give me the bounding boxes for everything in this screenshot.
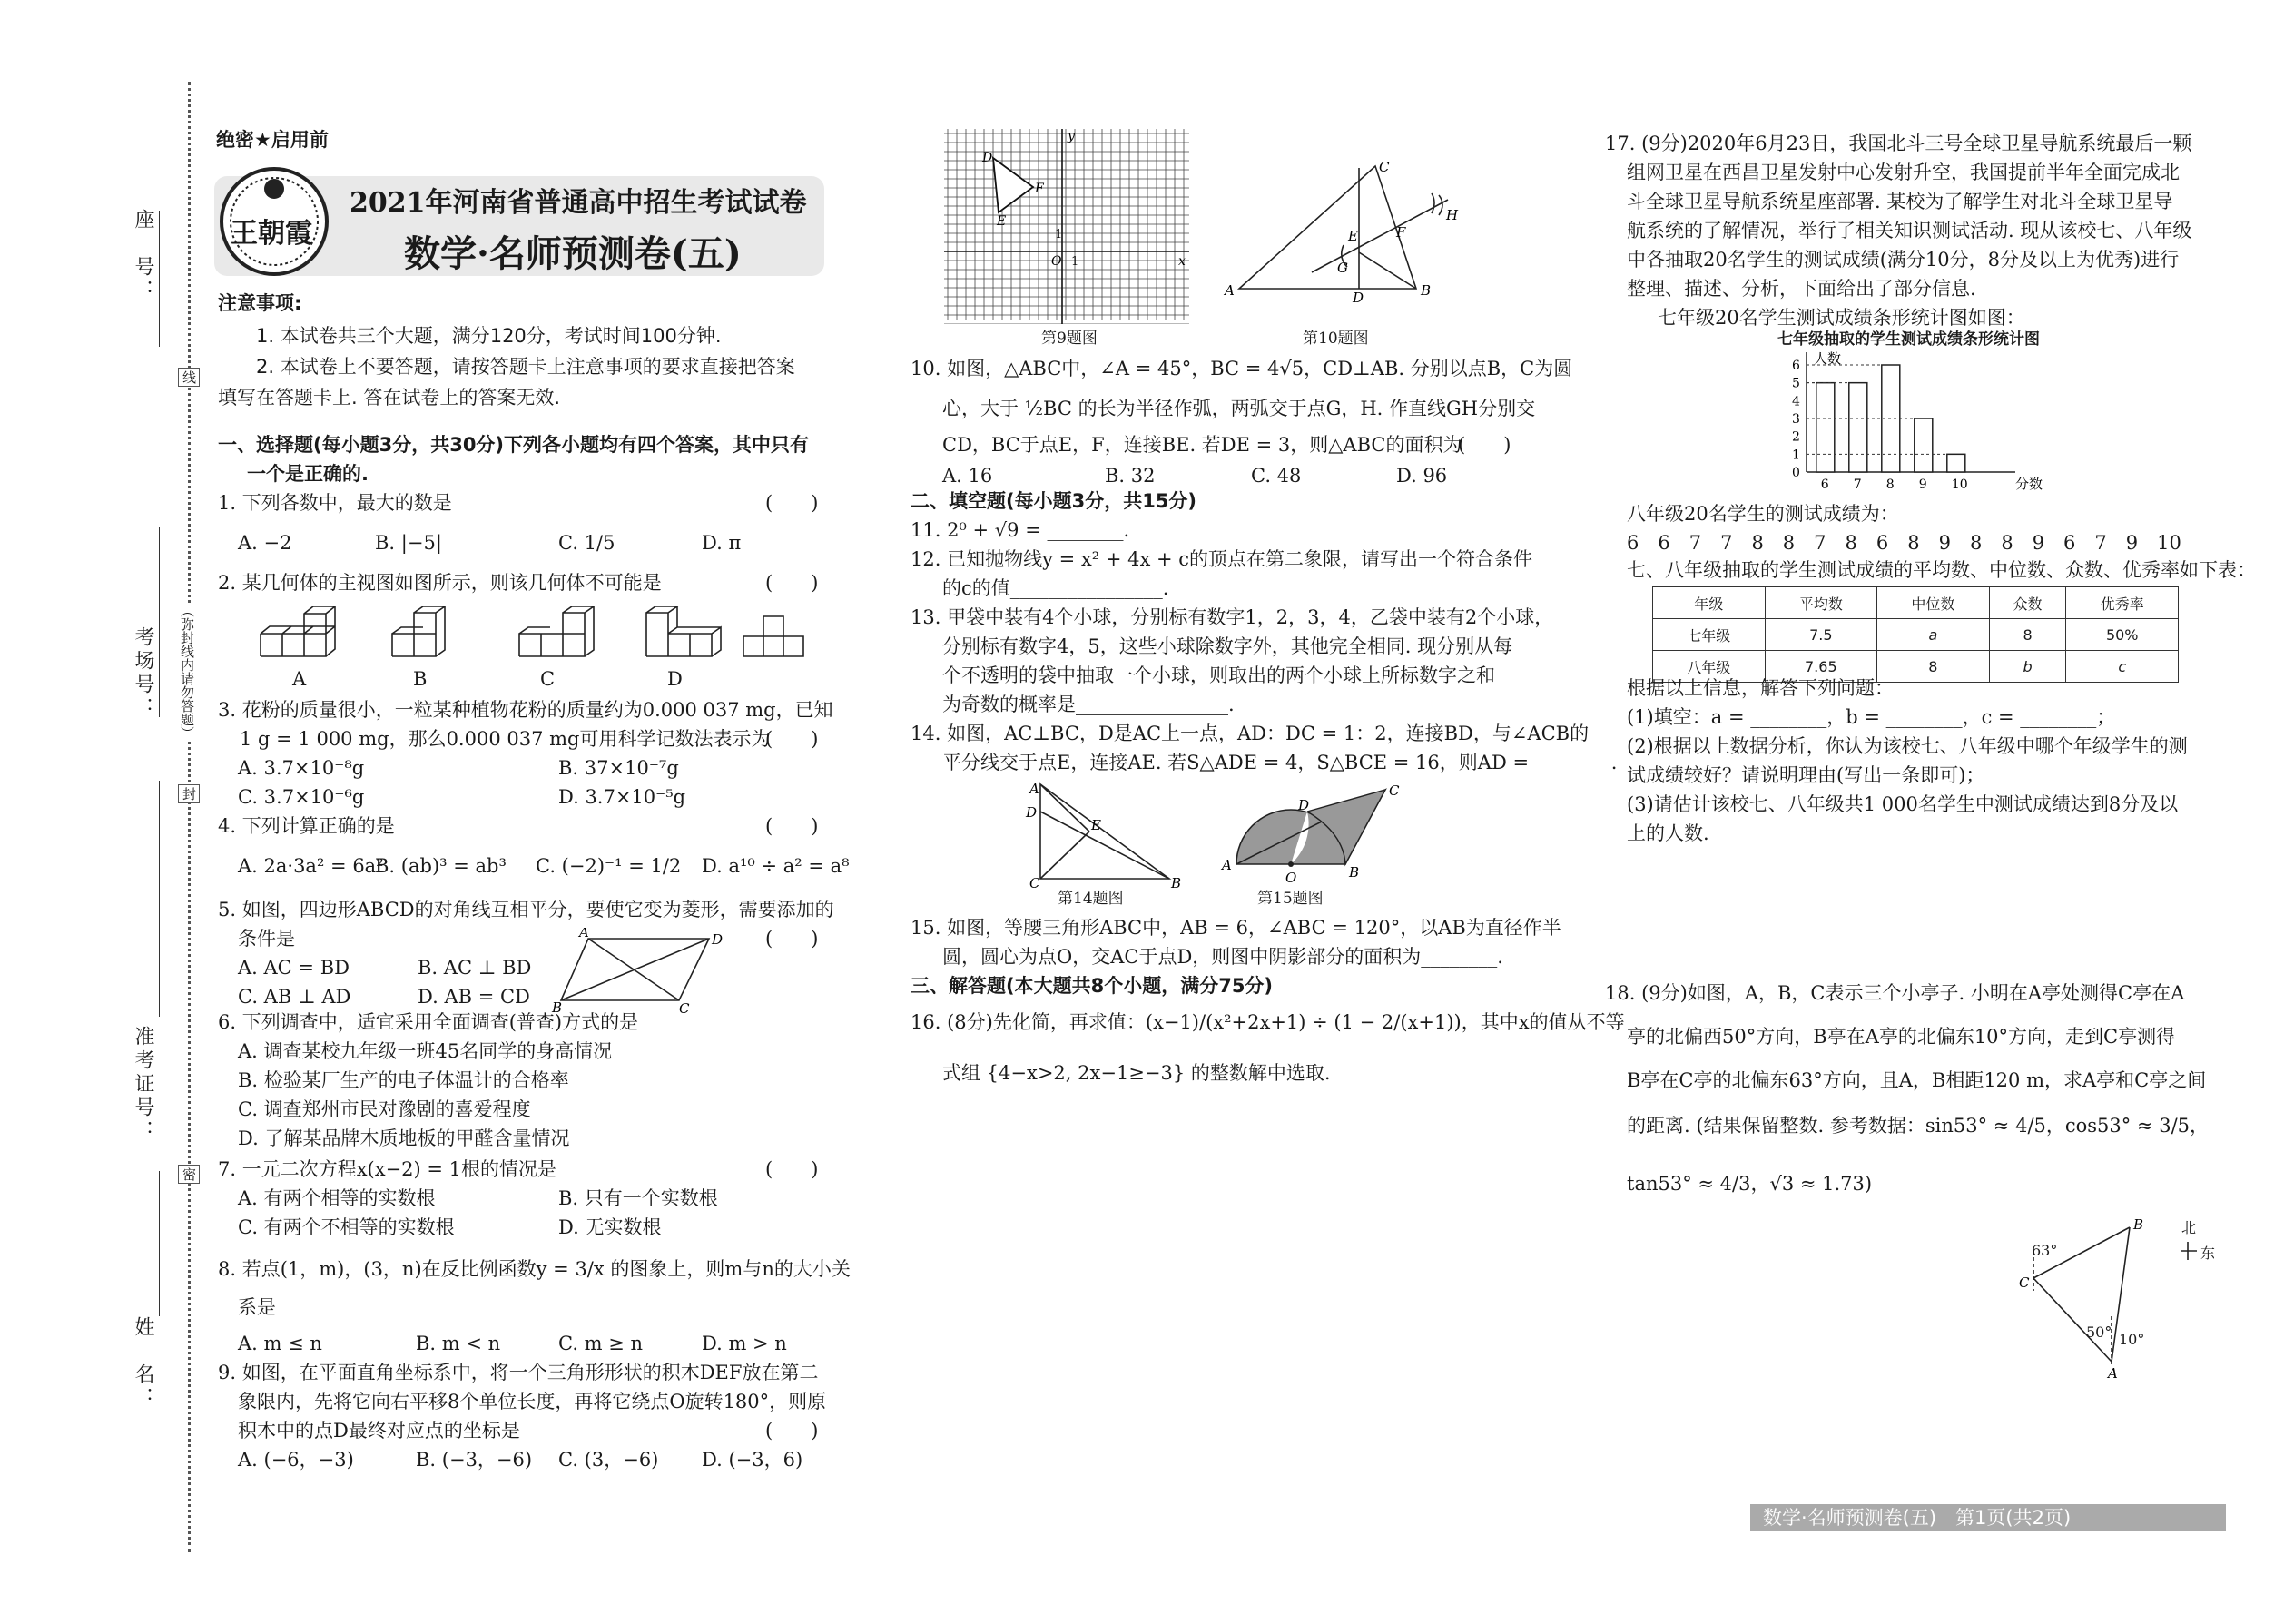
room-label: 考场号： (132, 626, 154, 721)
q1-stem: 1. 下列各数中，最大的数是 (218, 492, 452, 514)
q17-text-3: 斗全球卫星导航系统星座部署. 某校为了解学生对北斗全球卫星导 (1627, 191, 2173, 212)
east-label: 东 (2200, 1245, 2216, 1262)
svg-text:B: B (1421, 282, 1432, 299)
q7-option-a: A. 有两个相等的实数根 (238, 1187, 436, 1209)
q5-parallelogram-figure (550, 928, 723, 1013)
svg-text:1: 1 (1071, 255, 1079, 269)
y-tick-label: 3 (1792, 412, 1800, 427)
y-tick-label: 6 (1792, 359, 1800, 373)
q9-stem-1: 9. 如图，在平面直角坐标系中，将一个三角形形状的积木DEF放在第二 (218, 1362, 819, 1383)
table-header: 众数 (1989, 587, 2066, 619)
q6-option-d: D. 了解某品牌木质地板的甲醛含量情况 (238, 1127, 570, 1149)
q8-option-a: A. m ≤ n (238, 1333, 322, 1354)
grade8-scores: 6 6 7 7 8 8 7 8 6 8 9 8 8 9 6 7 9 10 (1627, 532, 2181, 554)
q12-stem-1: 12. 已知抛物线y = x² + 4x + c的顶点在第二象限，请写出一个符合条件 (911, 548, 1532, 570)
q8-option-d: D. m > n (702, 1333, 787, 1354)
q5-answer-bracket[interactable]: ( ) (765, 928, 819, 950)
bar (1849, 383, 1867, 472)
q14-stem-1: 14. 如图，AC⊥BC，D是AC上一点，AD：DC = 1：2，连接BD，与∠ACB的 (911, 723, 1590, 744)
q18-text-1: 18. (9分)如图，A，B，C表示三个小亭子. 小明在A亭处测得C亭在A (1605, 982, 2185, 1004)
table-header-row (1653, 587, 2179, 619)
q8-stem-2: 系是 (238, 1296, 276, 1318)
q9-stem-2: 象限内，先将它向右平移8个单位长度，再将它绕点O旋转180°，则原 (238, 1391, 827, 1412)
q1-option-a: A. −2 (238, 532, 292, 554)
svg-text:C: C (1389, 782, 1400, 799)
q2-label-c: C (540, 668, 556, 690)
svg-text:B: B (552, 999, 563, 1013)
ticket-label: 准考证号： (132, 1026, 154, 1144)
angle-63-label: 63° (2032, 1242, 2058, 1259)
q2-answer-bracket[interactable]: ( ) (765, 572, 819, 594)
notes-item-2: 2. 本试卷上不要答题，请按答题卡上注意事项的要求直接把答案 (256, 356, 795, 378)
line-mark-mid: 封 (178, 784, 200, 803)
q2-label-a: A (292, 668, 307, 690)
angle-10-label: 10° (2119, 1331, 2145, 1348)
q9-option-c: C. (3，−6) (558, 1449, 659, 1471)
fig15-figure (1216, 779, 1407, 888)
q17-text-1: 17. (9分)2020年6月23日，我国北斗三号全球卫星导航系统最后一颗 (1605, 133, 2192, 154)
line-mark-top: 线 (178, 368, 200, 387)
table-cell: 7.65 (1765, 651, 1877, 683)
table-header: 优秀率 (2066, 587, 2179, 619)
q18-text-2: 亭的北偏西50°方向，B亭在A亭的北偏东10°方向，走到C亭测得 (1627, 1026, 2176, 1048)
angle-50-label: 50° (2086, 1324, 2112, 1341)
svg-text:G: G (1337, 260, 1348, 276)
q7-option-c: C. 有两个不相等的实数根 (238, 1216, 455, 1238)
bar (1947, 454, 1965, 472)
q3-option-b: B. 37×10⁻⁷g (558, 757, 679, 779)
q8-option-b: B. m < n (416, 1333, 501, 1354)
table-cell: 7.5 (1765, 619, 1877, 651)
seat-field[interactable] (159, 211, 160, 347)
y-axis-label: 人数 (1814, 350, 1842, 367)
fig10-caption: 第10题图 (1303, 330, 1369, 348)
fig9-caption: 第9题图 (1041, 330, 1098, 348)
q17-text-10: 七、八年级抽取的学生测试成绩的平均数、中位数、众数、优秀率如下表： (1627, 559, 2256, 581)
q9-option-a: A. (−6，−3) (238, 1449, 354, 1471)
svg-text:C: C (2019, 1275, 2030, 1291)
svg-text:A: A (1222, 857, 1232, 873)
q7-stem: 7. 一元二次方程x(x−2) = 1根的情况是 (218, 1158, 557, 1180)
q9-option-d: D. (−3，6) (702, 1449, 803, 1471)
q1-option-c: C. 1/5 (558, 532, 615, 554)
room-field[interactable] (159, 527, 160, 717)
svg-text:A: A (1225, 282, 1235, 299)
q17-part-3b: 上的人数. (1627, 822, 1709, 844)
section-1-title: 一、选择题(每小题3分，共30分)下列各小题均有四个答案，其中只有 (218, 434, 810, 456)
q4-option-b: B. (ab)³ = ab³ (375, 855, 507, 877)
table-cell: 8 (1877, 651, 1990, 683)
q6-option-a: A. 调查某校九年级一班45名同学的身高情况 (238, 1040, 613, 1062)
chart-title: 七年级抽取的学生测试成绩条形统计图 (1777, 330, 2040, 349)
q8-option-c: C. m ≥ n (558, 1333, 644, 1354)
q1-answer-bracket[interactable]: ( ) (765, 492, 819, 514)
bar (1816, 383, 1835, 472)
svg-text:A: A (579, 928, 589, 940)
svg-text:C: C (1029, 875, 1040, 888)
q7-answer-bracket[interactable]: ( ) (765, 1158, 819, 1180)
svg-text:1: 1 (1055, 228, 1063, 241)
notes-item-3: 填写在答题卡上. 答在试卷上的答案无效. (218, 387, 561, 408)
q5-option-c: C. AB ⊥ AD (238, 986, 351, 1008)
binding-dotted-line (188, 82, 191, 1552)
svg-text:F: F (1396, 224, 1406, 241)
svg-text:y: y (1068, 129, 1075, 143)
svg-text:B: B (1349, 864, 1360, 881)
q1-option-b: B. |−5| (375, 532, 442, 554)
q4-option-c: C. (−2)⁻¹ = 1/2 (536, 855, 682, 877)
q10-stem-3: CD，BC于点E，F，连接BE. 若DE = 3，则△ABC的面积为 (942, 434, 1462, 456)
q16-stem-2: 式组 {4−x>2, 2x−1≥−3} 的整数解中选取. (942, 1062, 1331, 1084)
svg-text:C: C (679, 1000, 690, 1013)
q18-text-4: 的距离. (结果保留整数. 参考数据：sin53° ≈ 4/5，cos53° ≈ 3/5， (1627, 1115, 2210, 1137)
notes-item-1: 1. 本试卷共三个大题，满分120分，考试时间100分钟. (256, 325, 722, 347)
q10-answer-bracket[interactable]: ( ) (1458, 434, 1511, 456)
bar (1915, 418, 1933, 472)
q2-label-b: B (413, 668, 428, 690)
svg-text:D: D (1353, 290, 1364, 304)
table-cell: 七年级 (1653, 619, 1766, 651)
q14-stem-2: 平分线交于点E，连接AE. 若S△ADE = 4，S△BCE = 16，则AD = ________. (942, 752, 1618, 773)
x-tick-label: 7 (1853, 477, 1862, 492)
svg-text:D: D (1026, 804, 1038, 821)
q5-stem-2: 条件是 (238, 928, 295, 950)
q11-stem: 11. 2⁰ + √9 = ________. (911, 519, 1130, 541)
q3-option-a: A. 3.7×10⁻⁸g (238, 757, 365, 779)
q1-option-d: D. π (702, 532, 742, 554)
q6-option-c: C. 调查郑州市民对豫剧的喜爱程度 (238, 1098, 531, 1120)
q4-stem: 4. 下列计算正确的是 (218, 815, 395, 837)
svg-text:D: D (1298, 797, 1310, 813)
y-tick-label: 4 (1792, 394, 1800, 409)
q10-option-d: D. 96 (1396, 465, 1448, 487)
q9-answer-bracket[interactable]: ( ) (765, 1420, 819, 1442)
q17-text-7: 七年级20名学生测试成绩条形统计图如图： (1658, 307, 2025, 329)
q2-label-d: D (667, 668, 683, 690)
q13-stem-2: 分别标有数字4，5，这些小球除数字外，其他完全相同. 现分别从每 (942, 635, 1513, 657)
exam-title: 2021年河南省普通高中招生考试试卷 (350, 187, 807, 219)
q9-stem-3: 积木中的点D最终对应点的坐标是 (238, 1420, 520, 1442)
ticket-field[interactable] (159, 781, 160, 1017)
svg-text:A: A (2108, 1365, 2118, 1380)
table-cell: 八年级 (1653, 651, 1766, 683)
q5-option-a: A. AC = BD (238, 957, 350, 979)
table-cell: b (1989, 651, 2066, 683)
q6-stem: 6. 下列调查中，适宜采用全面调查(普查)方式的是 (218, 1011, 639, 1033)
table-cell: a (1877, 619, 1990, 651)
q8-stem-1: 8. 若点(1，m)，(3，n)在反比例函数y = 3/x 的图象上，则m与n的大小关 (218, 1258, 851, 1280)
q6-option-b: B. 检验某厂生产的电子体温计的合格率 (238, 1069, 569, 1091)
x-tick-label: 6 (1820, 477, 1829, 492)
q10-option-b: B. 32 (1105, 465, 1156, 487)
section-1-subtitle: 一个是正确的. (247, 463, 369, 485)
svg-text:E: E (1091, 817, 1101, 833)
fig15-caption: 第15题图 (1257, 890, 1324, 908)
q15-stem-1: 15. 如图，等腰三角形ABC中，AB = 6，∠ABC = 120°，以AB为直径作半 (911, 917, 1561, 939)
q5-option-b: B. AC ⊥ BD (418, 957, 532, 979)
q17-part-2a: (2)根据以上数据分析，你认为该校七、八年级中哪个年级学生的测 (1627, 735, 2188, 757)
q17-part-1: (1)填空：a = ________，b = ________，c = ________； (1627, 706, 2116, 728)
svg-text:H: H (1446, 207, 1459, 223)
table-row (1653, 619, 2179, 651)
fig14-caption: 第14题图 (1058, 890, 1124, 908)
svg-text:O: O (1051, 254, 1062, 269)
table-cell: 8 (1989, 619, 2066, 651)
fig10-triangle-figure (1221, 159, 1471, 304)
name-label: 姓 名： (132, 1316, 154, 1411)
svg-text:E: E (997, 214, 1007, 229)
fig18-pavilion-figure (2006, 1216, 2215, 1380)
q17-text-5: 中各抽取20名学生的测试成绩(满分10分，8分及以上为优秀)进行 (1627, 249, 2180, 271)
svg-text:F: F (1035, 182, 1044, 196)
q7-option-b: B. 只有一个实数根 (558, 1187, 718, 1209)
svg-text:B: B (1171, 875, 1182, 888)
q17-text-6: 整理、描述、分析，下面给出了部分信息. (1627, 278, 1976, 300)
table-header: 中位数 (1877, 587, 1990, 619)
svg-text:C: C (1379, 159, 1390, 175)
svg-text:D: D (712, 931, 723, 948)
q13-stem-1: 13. 甲袋中装有4个小球，分别标有数字1，2，3，4，乙袋中装有2个小球， (911, 606, 1554, 628)
page-footer: 数学·名师预测卷(五) 第1页(共2页) (1750, 1504, 2226, 1531)
q12-stem-2: 的c的值________________. (942, 577, 1169, 599)
svg-text:O: O (1285, 870, 1297, 886)
q3-stem-1: 3. 花粉的质量很小，一粒某种植物花粉的质量约为0.000 037 mg，已知 (218, 699, 833, 721)
q17-text-11: 根据以上信息，解答下列问题： (1627, 677, 1894, 699)
table-cell: c (2066, 651, 2179, 683)
x-tick-label: 9 (1918, 477, 1927, 492)
q10-stem-1: 10. 如图，△ABC中，∠A = 45°，BC = 4√5，CD⊥AB. 分别以点B，C为圆 (911, 358, 1573, 379)
q17-part-2b: 试成绩较好？请说明理由(写出一条即可)； (1627, 764, 1985, 786)
table-header: 年级 (1653, 587, 1766, 619)
exam-subtitle: 数学·名师预测卷(五) (404, 232, 742, 275)
svg-text:B: B (2133, 1216, 2144, 1233)
x-tick-label: 8 (1885, 477, 1895, 492)
fig14-figure (1017, 779, 1198, 888)
q13-stem-4: 为奇数的概率是________________. (942, 694, 1235, 715)
table-cell: 50% (2066, 619, 2179, 651)
q18-text-3: B亭在C亭的北偏东63°方向，且A，B相距120 m，求A亭和C亭之间 (1627, 1069, 2207, 1091)
q5-option-d: D. AB = CD (418, 986, 530, 1008)
q2-stem: 2. 某几何体的主视图如图所示，则该几何体不可能是 (218, 572, 662, 594)
q4-option-a: A. 2a·3a² = 6a² (238, 855, 384, 877)
q3-option-c: C. 3.7×10⁻⁶g (238, 786, 365, 808)
q18-text-5: tan53° ≈ 4/3，√3 ≈ 1.73) (1627, 1173, 1873, 1195)
logo-text: 王朝霞 (231, 218, 312, 250)
q10-stem-2: 心，大于 ½BC 的长为半径作弧，两弧交于点G，H. 作直线GH分别交 (942, 398, 1536, 419)
q17-part-3a: (3)请估计该校七、八年级共1 000名学生中测试成绩达到8分及以 (1627, 793, 2179, 815)
y-tick-label: 2 (1792, 429, 1800, 445)
q3-answer-bracket[interactable]: ( ) (765, 728, 819, 750)
seal-warning: （弥封线内请勿答题） (179, 604, 195, 740)
svg-text:E: E (1348, 228, 1358, 244)
svg-text:A: A (1029, 781, 1039, 797)
q9-option-b: B. (−3，−6) (416, 1449, 533, 1471)
x-axis-label: 分数 (2015, 476, 2043, 492)
y-tick-label: 5 (1792, 376, 1800, 391)
table-header: 平均数 (1765, 587, 1877, 619)
q3-option-d: D. 3.7×10⁻⁵g (558, 786, 686, 808)
seat-label: 座 号： (132, 209, 154, 303)
q5-stem-1: 5. 如图，四边形ABCD的对角线互相平分，要使它变为菱形，需要添加的 (218, 899, 834, 920)
q17-text-2: 组网卫星在西昌卫星发射中心发射升空，我国提前半年全面完成北 (1627, 162, 2180, 183)
q15-stem-2: 圆，圆心为点O，交AC于点D，则图中阴影部分的面积为________. (942, 946, 1503, 968)
q10-option-c: C. 48 (1251, 465, 1302, 487)
x-tick-label: 10 (1951, 477, 1968, 492)
q2-solid-figures (256, 606, 819, 663)
q4-answer-bracket[interactable]: ( ) (765, 815, 819, 837)
name-field[interactable] (159, 1171, 160, 1316)
section-2-title: 二、填空题(每小题3分，共15分) (911, 490, 1197, 512)
y-tick-label: 0 (1792, 466, 1800, 480)
q7-option-d: D. 无实数根 (558, 1216, 662, 1238)
q17-text-4: 航系统的了解情况，举行了相关知识测试活动. 现从该校七、八年级 (1627, 220, 2192, 241)
y-tick-label: 1 (1792, 448, 1800, 463)
grade7-bar-chart (1770, 347, 2097, 501)
north-label: 北 (2181, 1219, 2197, 1236)
q10-option-a: A. 16 (942, 465, 993, 487)
q17-text-8: 八年级20名学生的测试成绩为： (1627, 503, 1899, 525)
svg-text:x: x (1178, 254, 1186, 269)
q16-stem-1: 16. (8分)先化简，再求值：(x−1)/(x²+2x+1) ÷ (1 − 2/(x+1))，其中x的值从不等 (911, 1011, 1625, 1033)
statistics-table (1652, 586, 2179, 683)
line-mark-bottom: 密 (178, 1165, 200, 1184)
q3-stem-2: 1 g = 1 000 mg，那么0.000 037 mg可用科学记数法表示为 (240, 728, 771, 750)
q13-stem-3: 个不透明的袋中抽取一个小球，则取出的两个小球上所标数字之和 (942, 664, 1495, 686)
notes-heading: 注意事项: (218, 292, 302, 314)
fig9-coordinate-grid (944, 129, 1189, 324)
q4-option-d: D. a¹⁰ ÷ a² = a⁸ (702, 855, 850, 877)
secret-mark: 绝密★启用前 (216, 129, 329, 151)
svg-text:D: D (982, 151, 993, 165)
section-3-title: 三、解答题(本大题共8个小题，满分75分) (911, 975, 1274, 997)
